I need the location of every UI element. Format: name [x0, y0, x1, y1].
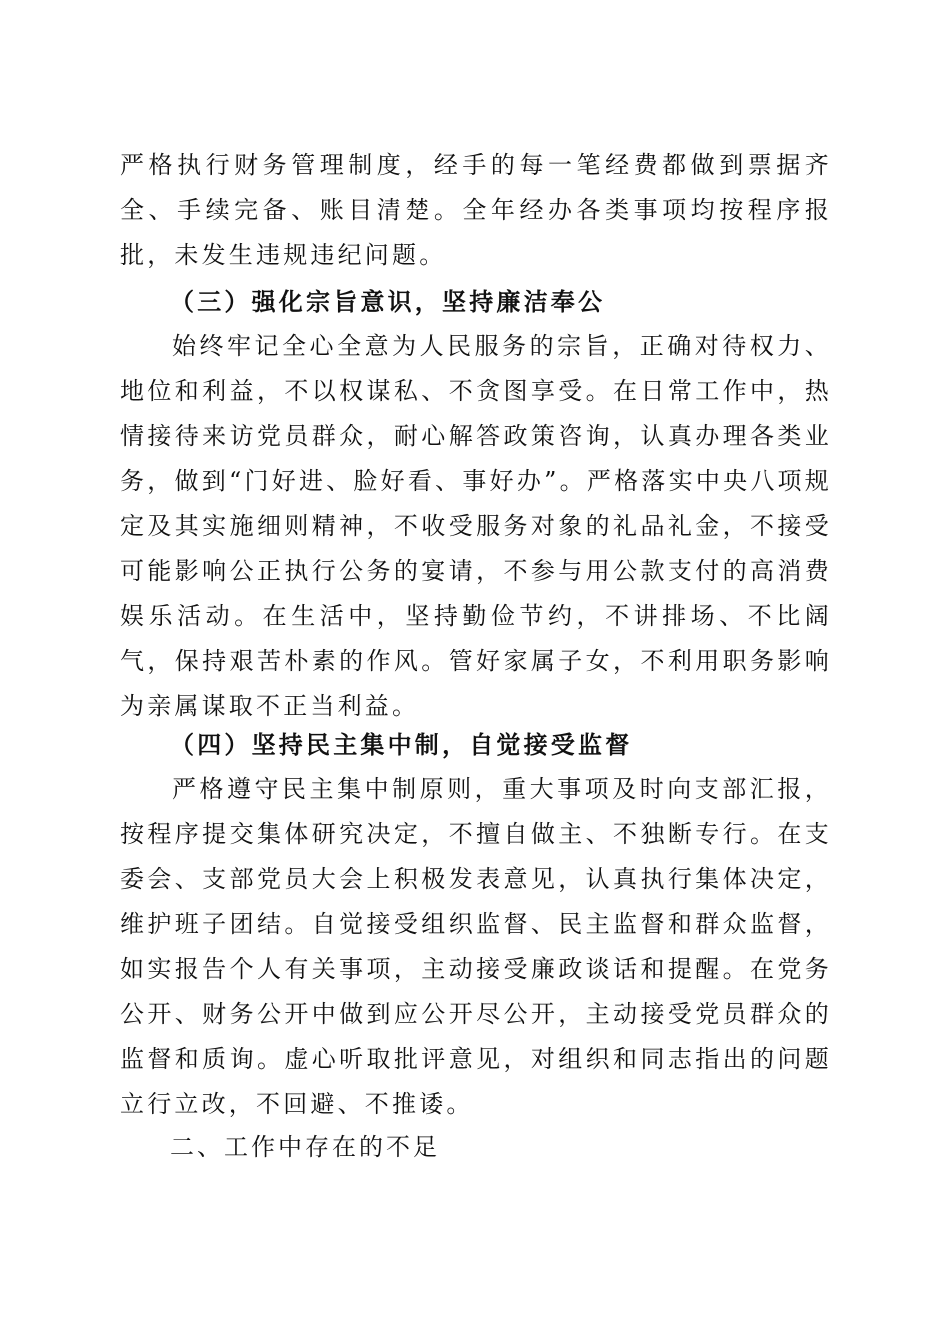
subheading-three: （三）强化宗旨意识，坚持廉洁奉公 [170, 287, 606, 316]
paragraph-democratic-centralism: 严格遵守民主集中制原则，重大事项及时向支部汇报，按程序提交集体研究决定，不擅自做主、不独断专行。在支委会、支部党员大会上积极发表意见，认真执行集体决定，维护班子团结。自觉接受组织监督、民主监督和群众监督，如实报告个人有关事项，主动接受廉政谈话和提醒。在党务公开、财务公开中做到应公开尽公开，主动接受党员群众的监督和质询。虚心听取批评意见，对组织和同志指出的问题立行立改，不回避、不推诿。 [120, 775, 832, 1118]
subheading-four: （四）坚持民主集中制，自觉接受监督 [170, 730, 633, 759]
paragraph-service-purpose: 始终牢记全心全意为人民服务的宗旨，正确对待权力、地位和利益，不以权谋私、不贪图享受。在日常工作中，热情接待来访党员群众，耐心解答政策咨询，认真办理各类业务，做到“门好进、脸好看、事好办”。严格落实中央八项规定及其实施细则精神，不收受服务对象的礼品礼金，不接受可能影响公正执行公务的宴请，不参与用公款支付的高消费娱乐活动。在生活中，坚持勤俭节约，不讲排场、不比阔气，保持艰苦朴素的作风。管好家属子女，不利用职务影响为亲属谋取不正当利益。 [120, 332, 832, 720]
paragraph-financial-management: 严格执行财务管理制度，经手的每一笔经费都做到票据齐全、手续完备、账目清楚。全年经办各类事项均按程序报批，未发生违规违纪问题。 [120, 151, 832, 269]
section-heading-two: 二、工作中存在的不足 [170, 1133, 440, 1161]
